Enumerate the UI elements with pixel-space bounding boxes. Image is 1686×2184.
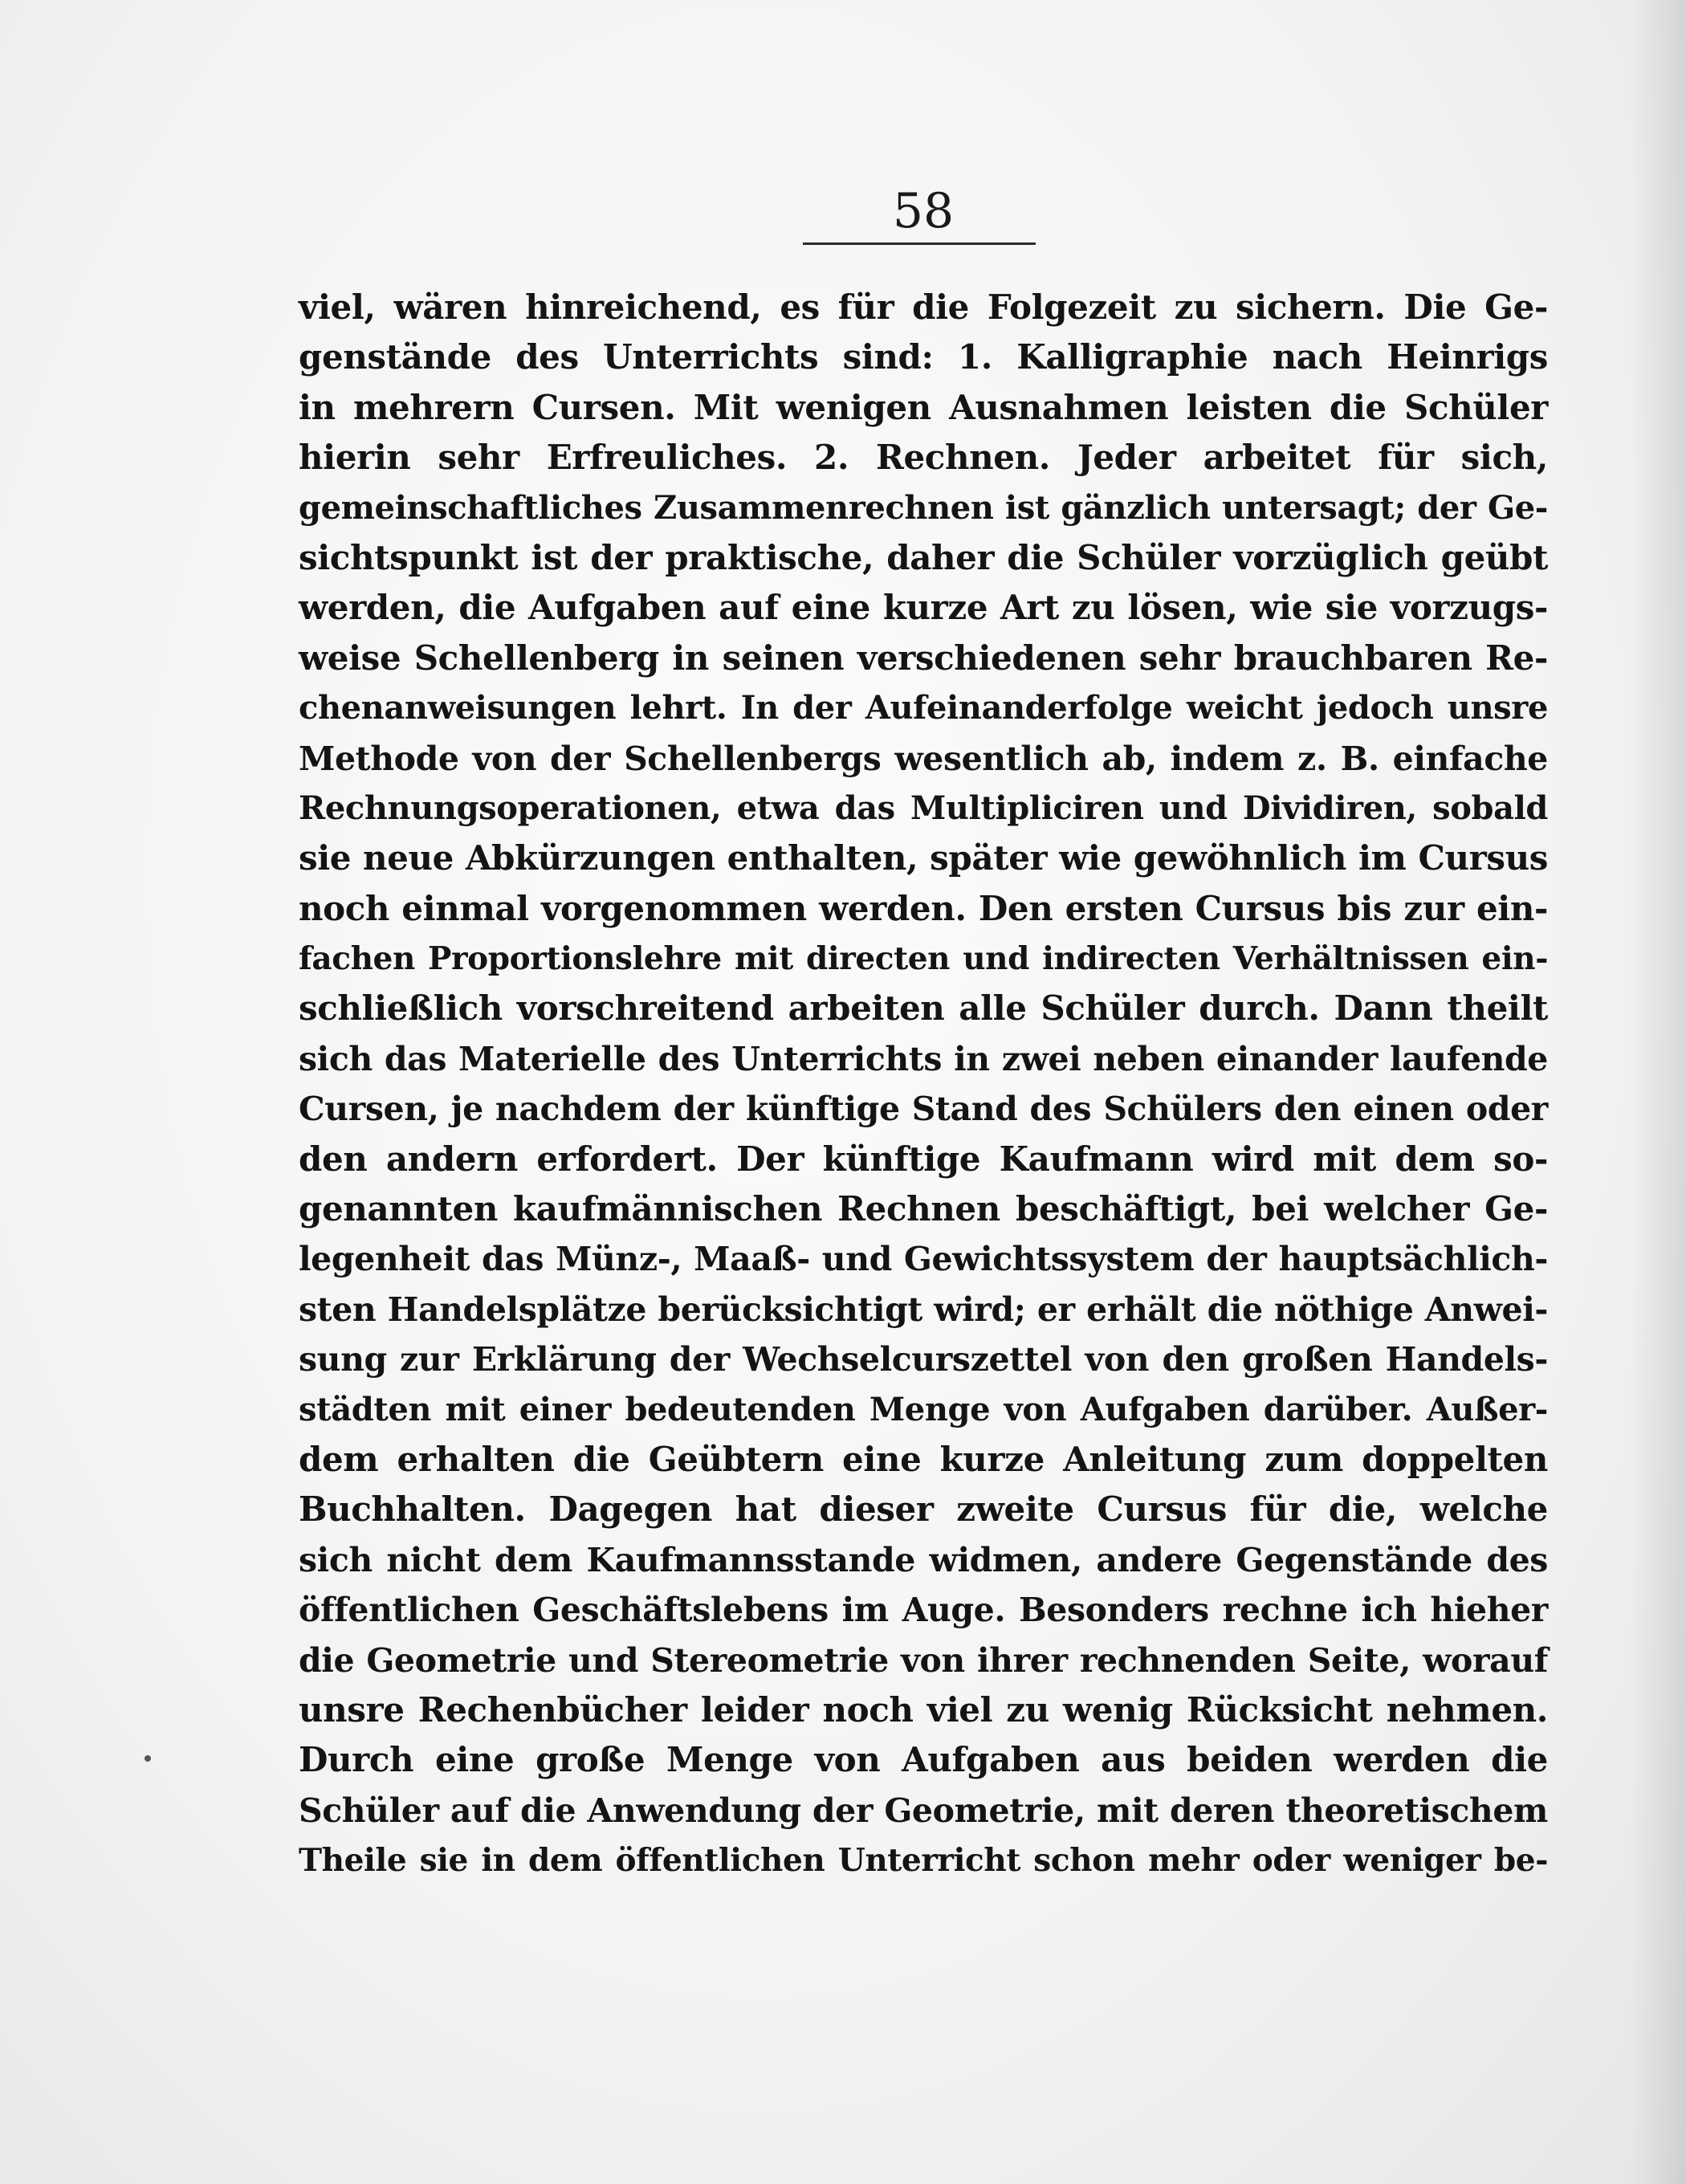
text-line: sichtspunkt ist der praktische, daher die Schüler vorzüglich geübt xyxy=(299,537,1548,577)
text-line: Methode von der Schellenbergs wesentlich ab, indem z. B. einfache xyxy=(299,739,1548,778)
text-line: Cursen, je nachdem der künftige Stand des Schülers den einen oder xyxy=(299,1090,1548,1129)
header-rule xyxy=(803,242,1036,245)
text-line: gemeinschaftliches Zusammenrechnen ist gänzlich untersagt; der Ge- xyxy=(299,488,1548,527)
text-line: fachen Proportionslehre mit directen und indirecten Verhältnissen ein- xyxy=(299,940,1548,978)
text-line: legenheit das Münz-, Maaß- und Gewichtssystem der hauptsächlich- xyxy=(299,1240,1548,1279)
text-line: genannten kaufmännischen Rechnen beschäftigt, bei welcher Ge- xyxy=(299,1189,1548,1229)
text-line: öffentlichen Geschäftslebens im Auge. Besonders rechne ich hieher xyxy=(299,1591,1548,1630)
text-line: Buchhalten. Dagegen hat dieser zweite Cursus für die, welche xyxy=(299,1489,1548,1530)
text-line: Theile sie in dem öffentlichen Unterricht schon mehr oder weniger be- xyxy=(299,1842,1548,1880)
body-text xyxy=(299,283,1548,1886)
text-line: sten Handelsplätze berücksichtigt wird; er erhält die nöthige Anwei- xyxy=(299,1290,1548,1329)
text-line: sung zur Erklärung der Wechselcurszettel von den großen Handels- xyxy=(299,1340,1548,1379)
text-line: viel, wären hinreichend, es für die Folgezeit zu sichern. Die Ge- xyxy=(299,287,1548,327)
text-line: werden, die Aufgaben auf eine kurze Art zu lösen, wie sie vorzugs- xyxy=(299,588,1548,628)
text-line: in mehrern Cursen. Mit wenigen Ausnahmen leisten die Schüler xyxy=(299,387,1548,427)
text-line: den andern erfordert. Der künftige Kaufmann wird mit dem so- xyxy=(299,1139,1548,1179)
text-line: Durch eine große Menge von Aufgaben aus beiden werden die xyxy=(299,1740,1548,1780)
page-edge-shadow xyxy=(1630,0,1686,2184)
text-line: chenanweisungen lehrt. In der Aufeinanderfolge weicht jedoch unsre xyxy=(299,689,1548,727)
text-line: sie neue Abkürzungen enthalten, später wie gewöhnlich im Cursus xyxy=(299,838,1548,878)
text-line: dem erhalten die Geübtern eine kurze Anleitung zum doppelten xyxy=(299,1439,1548,1479)
text-line: städten mit einer bedeutenden Menge von Aufgaben darüber. Außer- xyxy=(299,1390,1548,1428)
text-line: sich nicht dem Kaufmannsstande widmen, andere Gegenstände des xyxy=(299,1540,1548,1579)
page-number: 58 xyxy=(892,183,955,239)
text-line: weise Schellenberg in seinen verschiedenen sehr brauchbaren Re- xyxy=(299,638,1548,678)
text-line: schließlich vorschreitend arbeiten alle Schüler durch. Dann theilt xyxy=(299,988,1548,1029)
text-line: Rechnungsoperationen, etwa das Multipliciren und Dividiren, sobald xyxy=(299,788,1548,827)
text-line: unsre Rechenbücher leider noch viel zu wenig Rücksicht nehmen. xyxy=(299,1689,1548,1730)
ink-speck xyxy=(145,1755,151,1762)
text-line: sich das Materielle des Unterrichts in zwei neben einander laufende xyxy=(299,1039,1548,1078)
text-line: die Geometrie und Stereometrie von ihrer rechnenden Seite, worauf xyxy=(299,1640,1548,1680)
text-line: Schüler auf die Anwendung der Geometrie, mit deren theoretischem xyxy=(299,1791,1548,1830)
text-line: hierin sehr Erfreuliches. 2. Rechnen. Jeder arbeitet für sich, xyxy=(299,438,1548,478)
text-line: noch einmal vorgenommen werden. Den ersten Cursus bis zur ein- xyxy=(299,888,1548,928)
text-line: genstände des Unterrichts sind: 1. Kalligraphie nach Heinrigs xyxy=(299,337,1548,377)
